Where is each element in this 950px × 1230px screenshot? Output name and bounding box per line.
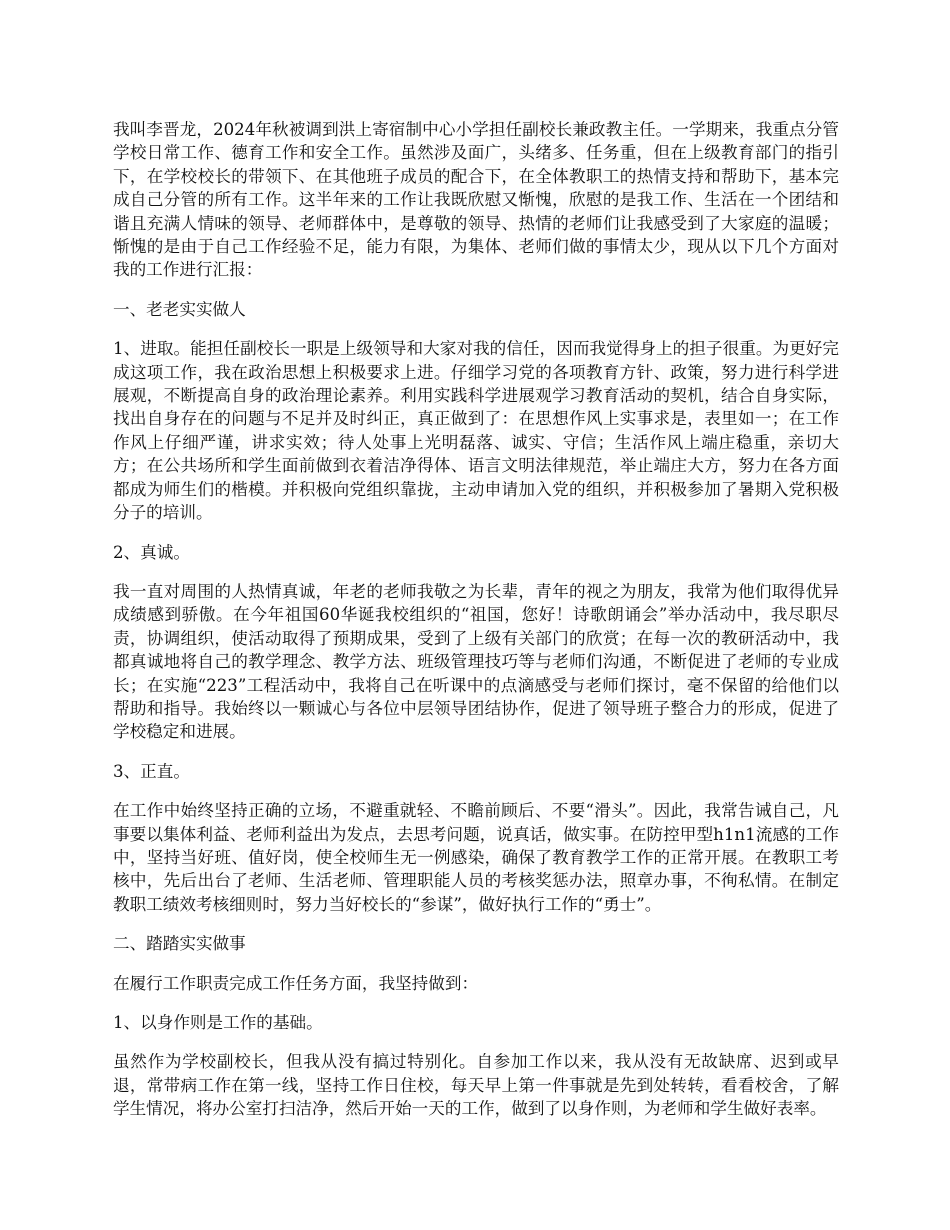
subheading-sincere: 2、真诚。	[113, 542, 190, 562]
paragraph-lead-by-example: 虽然作为学校副校长，但我从没有搞过特别化。自参加工作以来，我从没有无故缺席、迟到或早退，常带病工作在第一线，坚持工作日住校，每天早上第一件事就是先到处转转，看看校舍，了解学生情况，将办公室打扫洁净，然后开始一天的工作，做到了以身作则，为老师和学生做好表率。	[113, 1052, 839, 1119]
subheading-lead-by-example: 1、以身作则是工作的基础。	[113, 1013, 323, 1032]
paragraph-sincere: 我一直对周围的人热情真诚，年老的老师我敬之为长辈，青年的视之为朋友，我常为他们取得优异成绩感到骄傲。在今年祖国60华诞我校组织的“祖国，您好！诗歌朗诵会”举办活动中，我尽职尽责，协调组织，使活动取得了预期成果，受到了上级有关部门的欣赏；在每一次的教研活动中，我都真诚地将自己的教学理念、教学方法、班级管理技巧等与老师们沟通，不断促进了老师的专业成长；在实施“223”工程活动中，我将自己在听课中的点滴感受与老师们探讨，毫不保留的给他们以帮助和指导。我始终以一颗诚心与各位中层领导团结协作，促进了领导班子整合力的形成，促进了学校稳定和进展。	[113, 581, 839, 742]
section-heading-1: 一、老老实实做人	[113, 299, 246, 319]
subheading-upright: 3、正直。	[113, 761, 190, 781]
intro-paragraph: 我叫李晋龙，2024年秋被调到洪上寄宿制中心小学担任副校长兼政教主任。一学期来，我重点分管学校日常工作、德育工作和安全工作。虽然涉及面广，头绪多、任务重，但在上级教育部门的指引下，在学校校长的带领下、在其他班子成员的配合下，在全体教职工的热情支持和帮助下，基本完成自己分管的所有工作。这半年来的工作让我既欣慰又惭愧，欣慰的是我工作、生活在一个团结和谐且充满人情味的领导、老师群体中，是尊敬的领导、热情的老师们让我感受到了大家庭的温暖；惭愧的是由于自己工作经验不足，能力有限，为集体、老师们做的事情太少，现从以下几个方面对我的工作进行汇报：	[113, 120, 839, 280]
paragraph-upright: 在工作中始终坚持正确的立场，不避重就轻、不瞻前顾后、不要“滑头”。因此，我常告诫自己，凡事要以集体利益、老师利益出为发点，去思考问题，说真话，做实事。在防控甲型h1n1流感的工作中，坚持当好班、值好岗，使全校师生无一例感染，确保了教育教学工作的正常开展。在教职工考核中，先后出台了老师、生活老师、管理职能人员的考核奖惩办法，照章办事，不徇私情。在制定教职工绩效考核细则时，努力当好校长的“参谋”，做好执行工作的“勇士”。	[113, 801, 839, 914]
document-page	[113, 118, 839, 1137]
paragraph-enterprising: 1、进取。能担任副校长一职是上级领导和大家对我的信任，因而我觉得身上的担子很重。为更好完成这项工作，我在政治思想上积极要求上进。仔细学习党的各项教育方针、政策，努力进行科学进展观，不断提高自身的政治理论素养。利用实践科学进展观学习教育活动的契机，结合自身实际，找出自身存在的问题与不足并及时纠正，真正做到了：在思想作风上实事求是，表里如一；在工作作风上仔细严谨，讲求实效；待人处事上光明磊落、诚实、守信；生活作风上端庄稳重，亲切大方；在公共场所和学生面前做到衣着洁净得体、语言文明法律规范，举止端庄大方，努力在各方面都成为师生们的楷模。并积极向党组织靠拢，主动申请加入党的组织，并积极参加了暑期入党积极分子的培训。	[113, 339, 839, 523]
section-heading-2: 二、踏踏实实做事	[113, 934, 246, 954]
duties-intro: 在履行工作职责完成工作任务方面，我坚持做到：	[113, 973, 479, 993]
